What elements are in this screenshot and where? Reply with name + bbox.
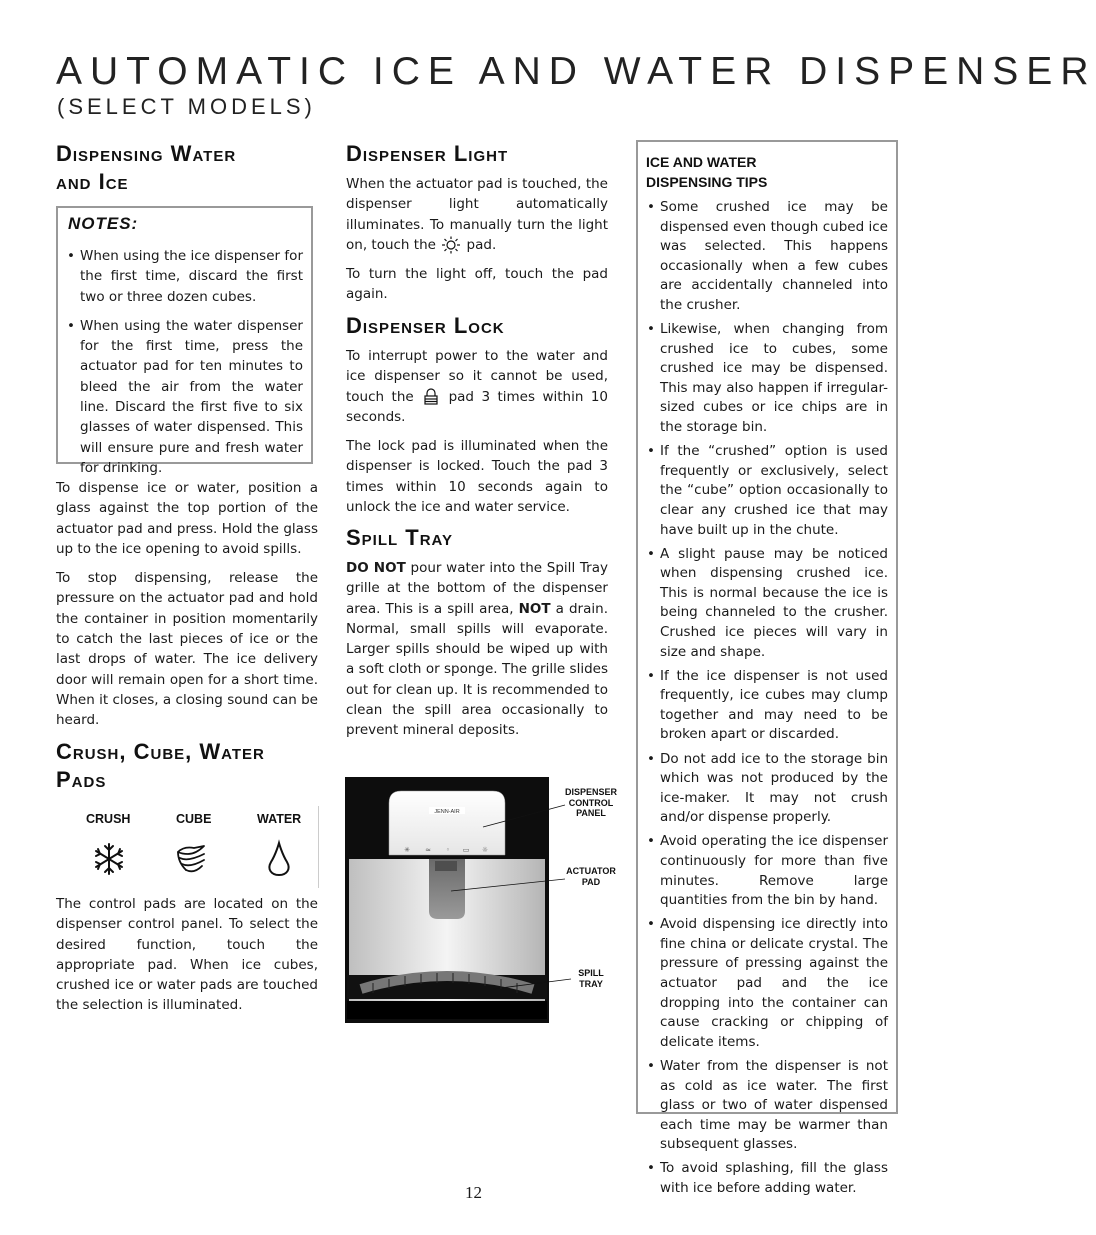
callout-dispenser-control-panel: DISPENSER CONTROL PANEL <box>564 787 617 818</box>
spill-para <box>346 558 608 741</box>
notes-title: NOTES: <box>68 214 139 233</box>
lock-para1-text: To interrupt power to the water and ice dispenser so it cannot be used, touch the <box>346 348 608 405</box>
dispensing-body <box>56 478 318 731</box>
callout-actuator-pad: ACTUATOR PAD <box>566 866 616 887</box>
heading-pads <box>56 738 318 794</box>
light-para1-text: When the actuator pad is touched, the dispenser light automatically illuminates. To manually turn the light on, touch the <box>346 176 608 253</box>
pads-body <box>56 894 318 1016</box>
note-item: • When using the ice dispenser for the first time, discard the first two or three dozen cubes. <box>66 246 303 307</box>
heading-pads-line2: Pads <box>56 767 107 792</box>
pad-label-cube: CUBE <box>176 812 212 826</box>
notes-box <box>56 206 313 476</box>
tip-item: • If the ice dispenser is not used frequently, ice cubes may clump together and may need to be broken apart or discarded. <box>646 667 888 745</box>
tips-title-line1: ICE AND WATER <box>646 154 757 170</box>
notes-list <box>66 246 303 478</box>
heading-dispensing <box>56 140 316 196</box>
tips-box <box>636 140 898 1196</box>
lock-para1-end: pad 3 times within 10 seconds. <box>346 388 609 425</box>
panel-water-icon: ◦ <box>445 846 451 854</box>
dispenser-base <box>347 1001 547 1019</box>
cube-icon <box>174 842 210 878</box>
light-icon <box>440 236 462 254</box>
page-subtitle: (SELECT MODELS) <box>57 94 316 119</box>
panel-light-icon: ☼ <box>481 846 489 854</box>
pads-para: The control pads are located on the dispenser control panel. To select the desired function, touch the appropriate pad. When ice cubes, crushed ice or water pads are touched the selection is illuminated. <box>56 896 318 1014</box>
heading-dispensing-line2: and Ice <box>56 169 129 194</box>
panel-crush-icon: ✳ <box>404 846 410 854</box>
tips-title <box>646 152 888 192</box>
water-drop-icon <box>266 840 292 878</box>
pad-label-crush: CRUSH <box>86 812 131 826</box>
heading-light: Dispenser Light <box>346 141 509 166</box>
light-para2: To turn the light off, touch the pad again. <box>346 266 608 303</box>
heading-pads-line1: Crush, Cube, Water <box>56 739 265 764</box>
page-number: 12 <box>465 1183 482 1202</box>
tip-item: • Avoid dispensing ice directly into fine china or delicate crystal. The pressure of pressing against the actuator pad and the ice dropping into the container can cause cracking or chipping of delicate items. <box>646 915 888 1052</box>
tip-item: • Avoid operating the ice dispenser continuously for more than five minutes. Remove large quantities from the bin by hand. <box>646 832 888 910</box>
spill-text-b: a drain. Normal, small spills will evaporate. Larger spills should be wiped up with a soft cloth or sponge. The grille slides out for clean up. It is recommended to clean the spill area occasionally to prevent mineral deposits. <box>346 600 608 739</box>
tip-item: • Some crushed ice may be dispensed even though cubed ice was selected. This happens occasionally when a few cubes are accidentally channeled into the crusher. <box>646 198 888 316</box>
panel-lock-icon: ▭ <box>462 846 470 854</box>
panel-cube-icon: ≈ <box>425 846 431 854</box>
tip-item: • Water from the dispenser is not as cold as ice water. The first glass or two of water dispensed each time may be warmer than subsequent glasses. <box>646 1057 888 1155</box>
spill-not: NOT <box>518 600 551 617</box>
lock-icon <box>421 388 441 406</box>
tip-item: • Do not add ice to the storage bin which was not produced by the ice-maker. It may not crush and/or dispense properly. <box>646 750 888 828</box>
light-body <box>346 174 608 305</box>
lock-body <box>346 346 608 517</box>
brand-logo: JENN-AIR <box>434 809 460 815</box>
pad-label-water: WATER <box>257 812 302 826</box>
spill-do-not: DO NOT <box>346 560 406 576</box>
crush-icon <box>92 842 126 876</box>
callout-spill-tray: SPILL TRAY <box>578 968 604 989</box>
ice-chute <box>435 861 457 871</box>
heading-spill: Spill Tray <box>346 525 454 550</box>
lock-para2: The lock pad is illuminated when the dispenser is locked. Touch the pad 3 times within 10 seconds again to unlock the ice and water service. <box>346 438 608 516</box>
dispensing-para1: To dispense ice or water, position a glass against the top portion of the actuator pad and press. Hold the glass up to the ice opening to avoid spills. <box>56 480 318 557</box>
heading-lock: Dispenser Lock <box>346 313 505 338</box>
tips-list <box>646 198 888 1199</box>
light-para1 <box>346 174 608 255</box>
note-item: • When using the water dispenser for the first time, press the actuator pad for ten minutes to bleed the air from the water line. Discard the first five to six glasses of water dispensed. This will ensure pure and fresh water for drinking. <box>66 316 303 478</box>
heading-dispensing-line1: Dispensing Water <box>56 141 237 166</box>
tip-item: • A slight pause may be noticed when dispensing crushed ice. This is normal because the ice is being channeled to the crusher. Crushed ice pieces will vary in size and shape. <box>646 545 888 663</box>
lock-para1 <box>346 346 608 427</box>
page-title: AUTOMATIC ICE AND WATER DISPENSER <box>56 50 1096 93</box>
pads-panel <box>56 806 319 888</box>
dispensing-para2: To stop dispensing, release the pressure on the actuator pad and hold the container in position momentarily to catch the last pieces of ice or the last drops of water. The ice delivery door will remain open for a short time. When it closes, a closing sound can be heard. <box>56 570 318 729</box>
tip-item: • Likewise, when changing from crushed ice to cubes, some crushed ice may be dispensed. This may also happen if irregular-sized cubes or ice chips are in the storage bin. <box>646 320 888 438</box>
spill-body <box>346 558 608 741</box>
light-para1-end: pad. <box>466 236 497 253</box>
tips-title-line2: DISPENSING TIPS <box>646 174 768 190</box>
tip-item: • If the “crushed” option is used frequently or exclusively, select the “cube” option occasionally to clear any crushed ice that may have built up in the chute. <box>646 442 888 540</box>
spill-text-a: pour water into the Spill Tray grille at the bottom of the dispenser area. This is a spill area, <box>346 560 608 617</box>
tip-item: • To avoid splashing, fill the glass with ice before adding water. <box>646 1159 888 1198</box>
